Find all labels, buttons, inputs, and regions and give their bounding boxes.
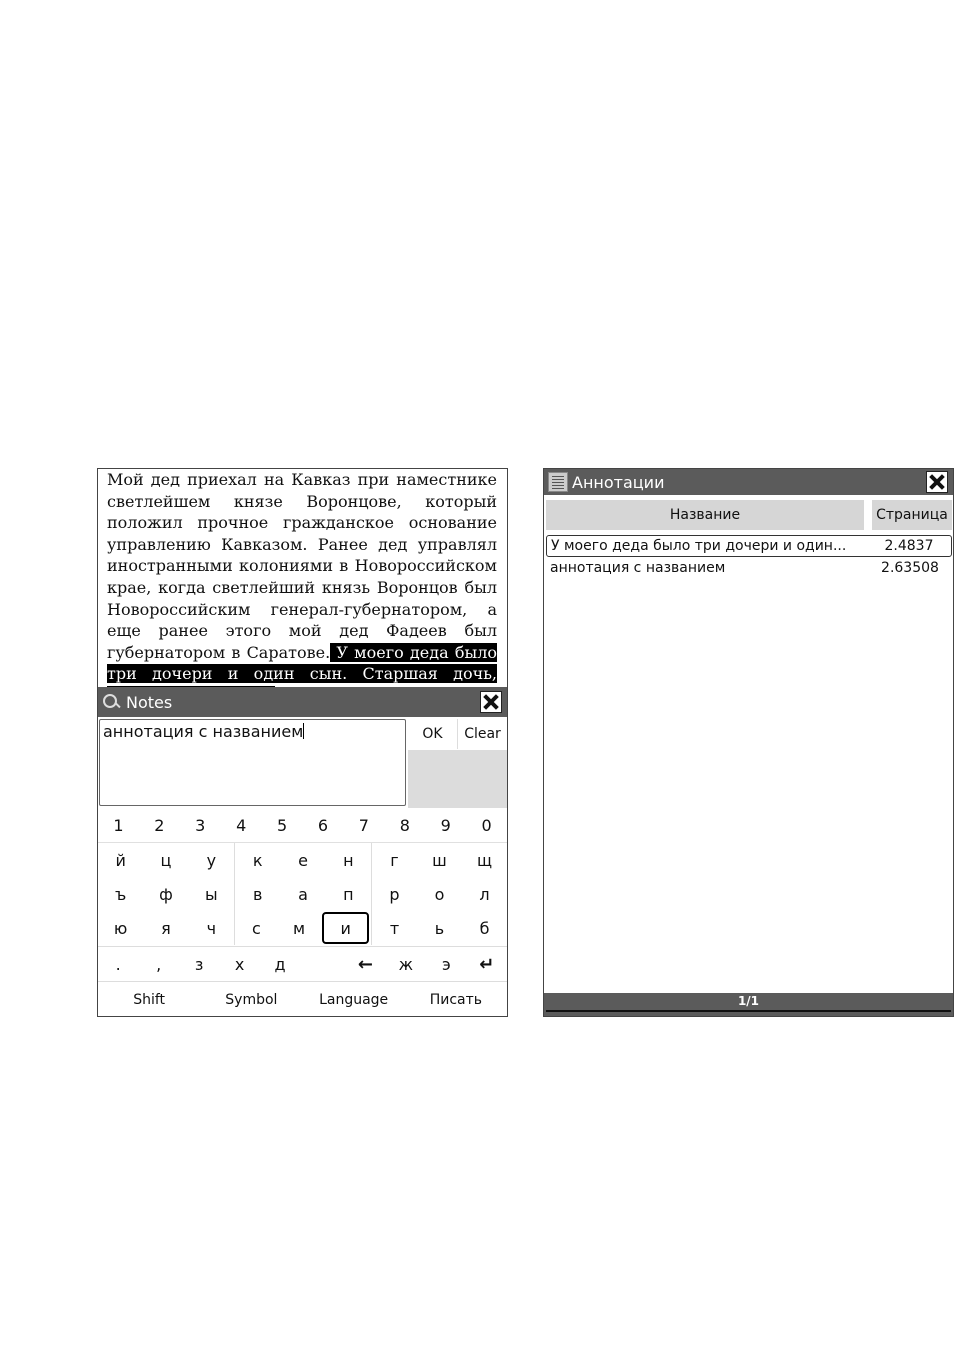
- annotation-name: аннотация с названием: [550, 560, 726, 576]
- key[interactable]: ч: [206, 918, 217, 938]
- key[interactable]: г: [390, 850, 399, 870]
- key[interactable]: м: [292, 918, 306, 938]
- annotations-title: Аннотации: [572, 472, 665, 492]
- key[interactable]: щ: [476, 850, 493, 870]
- page-indicator: 1/1: [737, 994, 760, 1008]
- book-text: [107, 469, 497, 687]
- note-input-value: аннотация с названием: [103, 722, 304, 741]
- book-icon: [548, 472, 568, 492]
- letter-block-1: [98, 843, 235, 945]
- selected-key[interactable]: и: [322, 912, 369, 944]
- key[interactable]: п: [343, 884, 354, 904]
- ok-button[interactable]: OK: [408, 719, 458, 749]
- key[interactable]: ъ: [115, 884, 127, 904]
- reader-screen: [97, 468, 508, 1017]
- key[interactable]: у: [206, 850, 217, 870]
- key[interactable]: в: [252, 884, 263, 904]
- annotation-page: 2.4837: [884, 538, 934, 554]
- key[interactable]: к: [252, 850, 263, 870]
- language-button[interactable]: Language: [319, 991, 389, 1008]
- enter-icon[interactable]: ↵: [479, 953, 495, 975]
- table-row[interactable]: [546, 535, 952, 557]
- key[interactable]: 2: [154, 816, 165, 835]
- clear-button[interactable]: Clear: [458, 719, 507, 749]
- key[interactable]: с: [251, 918, 261, 938]
- column-header-page[interactable]: Страница: [872, 500, 952, 530]
- key[interactable]: е: [298, 850, 308, 870]
- key[interactable]: 6: [317, 816, 329, 835]
- annotation-page: 2.63508: [881, 560, 939, 576]
- number-key-row: [98, 809, 507, 843]
- key[interactable]: о: [434, 884, 445, 904]
- key[interactable]: 8: [399, 816, 410, 835]
- key[interactable]: т: [389, 918, 400, 938]
- key[interactable]: .: [115, 954, 121, 974]
- write-button[interactable]: Писать: [429, 991, 483, 1008]
- key[interactable]: ь: [434, 918, 445, 938]
- notes-title: Notes: [126, 692, 173, 712]
- annotation-name: У моего деда было три дочери и один...: [551, 538, 847, 554]
- book-paragraph: Мой дед приехал на Кавказ при наместнике светлейшем князе Воронцове, который положил прочное гражданское основание управлению Кавказом. Ранее дед управлял иностранными колониями в Новороссийском крае, когда светлейший князь Воронцов был Новороссийским генерал-губернатором, а еще ранее этого мой дед Фадеев был губернатором в Саратове.: [107, 470, 497, 662]
- key[interactable]: з: [194, 954, 204, 974]
- key[interactable]: л: [479, 884, 490, 904]
- text-caret: [303, 723, 304, 739]
- key[interactable]: х: [234, 954, 245, 974]
- key[interactable]: р: [389, 884, 400, 904]
- annotations-title-bar: [544, 469, 953, 495]
- function-key-row: [98, 981, 507, 1017]
- table-row[interactable]: [546, 557, 952, 579]
- backspace-icon[interactable]: ←: [357, 953, 373, 975]
- key[interactable]: 4: [236, 816, 247, 835]
- shift-button[interactable]: Shift: [133, 991, 166, 1008]
- highlighted-selection[interactable]: У моего деда было три дочери и один сын. Старшая дочь,: [107, 643, 497, 687]
- key[interactable]: 0: [481, 816, 492, 835]
- key[interactable]: э: [441, 954, 451, 974]
- key[interactable]: ж: [398, 954, 414, 974]
- key[interactable]: ф: [159, 884, 173, 904]
- letter-block-3: [372, 843, 507, 945]
- close-icon[interactable]: [926, 471, 948, 493]
- note-text-input[interactable]: [99, 719, 406, 806]
- key[interactable]: я: [161, 918, 171, 938]
- key[interactable]: н: [343, 850, 354, 870]
- search-icon: [102, 693, 120, 711]
- key[interactable]: ,: [156, 954, 162, 974]
- annotations-screen: [543, 468, 954, 1017]
- page-status-bar: [544, 993, 953, 1016]
- key[interactable]: 3: [195, 816, 206, 835]
- punctuation-key-row: [98, 946, 507, 981]
- key[interactable]: д: [274, 954, 286, 974]
- key[interactable]: а: [298, 884, 308, 904]
- letter-block-2: [235, 843, 372, 945]
- key[interactable]: 1: [113, 816, 124, 835]
- button-panel-background: [408, 750, 507, 808]
- column-header-name[interactable]: Название: [546, 500, 864, 530]
- key[interactable]: 7: [358, 816, 369, 835]
- key[interactable]: ы: [205, 884, 218, 904]
- key[interactable]: б: [479, 918, 490, 938]
- key[interactable]: ц: [160, 850, 172, 870]
- status-divider: [546, 1010, 951, 1012]
- key[interactable]: 9: [440, 816, 451, 835]
- notes-title-bar: [98, 687, 507, 717]
- key[interactable]: ш: [432, 850, 447, 870]
- symbol-button[interactable]: Symbol: [225, 991, 278, 1008]
- key[interactable]: 5: [276, 816, 288, 835]
- space-key[interactable]: [300, 947, 345, 981]
- key[interactable]: й: [115, 850, 126, 870]
- close-icon[interactable]: [480, 691, 502, 713]
- key[interactable]: ю: [113, 918, 128, 938]
